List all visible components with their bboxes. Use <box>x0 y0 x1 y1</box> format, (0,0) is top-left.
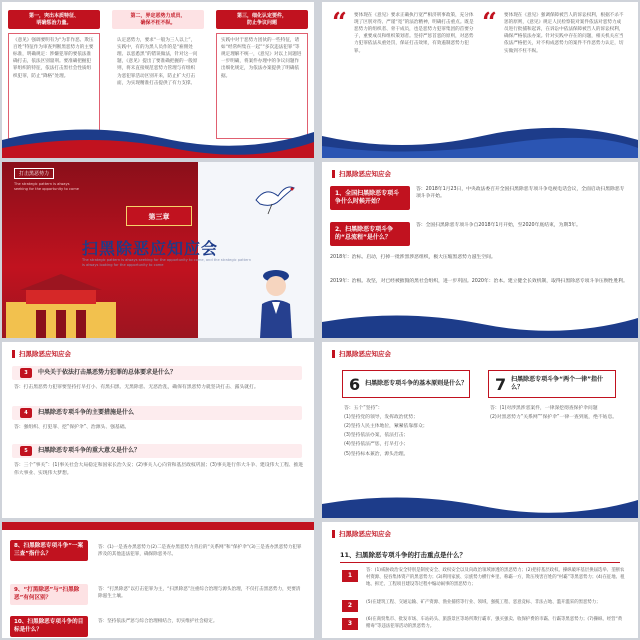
box-number: 7 <box>495 374 507 394</box>
slide-thumbnail-7[interactable] <box>2 522 314 638</box>
question-text: 扫黑除恶专项斗争的主要措施是什么 <box>38 409 135 416</box>
slide-header <box>332 529 391 538</box>
answer-text: 答：“打黑除恶”以打击犯罪为主，“扫黑除恶”注重综合治理与源头治理，不仅打击黑恶势力，更要清除滋生土壤。 <box>98 587 301 600</box>
list-item: (3)坚持依法办案，依法打击； <box>344 433 409 439</box>
wave-decoration <box>322 118 638 158</box>
question-box <box>342 370 470 398</box>
answer-text: 2019年：治根。攻坚，对已经被摧毁的黑社会组织，进一步巩固。2020年：治本。建立健全长效机制，取得扫黑除恶专项斗争压倒性胜利。 <box>330 279 628 284</box>
slide-thumbnail-6[interactable] <box>322 342 638 518</box>
question-title: 11、扫黑除恶专项斗争的打击重点是什么？ <box>340 551 467 559</box>
column-body: 实践中对于恶势力团伙的一些特征，诸如“经常纠集在一起”“多次违法犯罪”等规定理解不统一，《意见》对以上问题进一步明确，将案件办理中的争议问题作出细化规定，为依法办案提供了明确依据。 <box>216 33 308 139</box>
column-title: 第三，细化认定要件， 防止争议问题 <box>216 10 308 29</box>
question-box: 2、扫黑除恶专项斗争的“总流程”是什么？ <box>330 222 410 246</box>
item-text: 答：(1)威胁政治安全特别是制度安全、政权安全以及向政治领域渗透的黑恶势力；(2)把持基层政权、操纵破坏基层换届选举、垄断农村资源、侵吞集体资产的黑恶势力；(3)利用家族、宗族势力横行乡里、称霸一方，欺压残害百姓的“村霸”等黑恶势力；(4)在征地、租地、拆迁、工程项目建设等过程中煽动闹事的黑恶势力； <box>366 568 625 587</box>
item-number: 1 <box>342 570 358 582</box>
wave-decoration <box>322 478 638 518</box>
column-body: 《意见》强调要明有为“为非作恶、欺压百姓”特征作为审查判断黑恶势力的主要标准，明确规定：涉嫌犯罪的要依法准确打击，依法区别量刑。要准确把握犯罪组织的特征，依法打击黑社会性质组织犯罪，防止“降格”处理。 <box>8 33 100 139</box>
list-item: 答：五个“坚持”： <box>344 406 383 411</box>
answer-text: 答：(1)一是查办黑恶势力(2)二是查办黑恶势力背后的“关系网”和“保护伞”(3)三是查办黑恶势力犯罪涉及的其他违法犯罪，确保除恶务尽。 <box>98 545 302 558</box>
wave-decoration <box>322 298 638 338</box>
list-item: (2)对黑恶势力“关系网”“保护伞”一律一查到底，绝不姑息。 <box>490 415 618 421</box>
tiananmen-illustration <box>6 262 116 338</box>
crane-icon <box>252 180 296 216</box>
box-number: 6 <box>349 374 361 394</box>
box-title: 扫黑除恶专项斗争的基本原则是什么？ <box>365 380 468 388</box>
question-row <box>12 444 302 458</box>
slide-thumbnail-2[interactable] <box>322 2 638 158</box>
question-row <box>12 406 302 420</box>
question-label: 8、扫黑除恶专项斗争“一案三查”指什么？ <box>10 540 88 561</box>
answer-text: 答：强组织、打犯罪、挖“保护伞”、治源头、强基础。 <box>14 425 130 430</box>
question-number: 5 <box>20 446 32 456</box>
header-label: 扫黑除恶应知应会 <box>19 350 71 358</box>
slide-header <box>332 169 391 178</box>
police-officer-illustration <box>254 262 298 338</box>
slide-thumbnail-8[interactable] <box>322 522 638 638</box>
column-title: 第二，界定恶势力成员、 确保不枉不纵。 <box>112 10 204 29</box>
column-body: 认定恶势力，要求“一般为三人以上”，实践中，有的为黑人员作的是“雇佣处理、以恶悉黑”的错误做法，针对这一问题，《意见》提出了要准确把握的一般原则，将未直接规范恶势力管理与有组织为恶犯罪活动区别开来，防止扩大打击面，为实现精准打击提供了有力支撑。 <box>117 38 198 86</box>
box-title: 扫黑除恶专项斗争“两个一律”指什么？ <box>511 376 604 391</box>
quote-icon: “ <box>332 8 347 38</box>
list-item: (2)坚持人民主体地位，紧紧依靠群众； <box>344 424 428 430</box>
chapter-label: 第三章 <box>126 206 192 226</box>
slide-header <box>12 349 71 358</box>
slide-thumbnail-5[interactable] <box>2 342 314 518</box>
answer-text: 答：全国扫黑除恶专项斗争自2018年1月开始，至2020年底结束，为期3年。 <box>416 223 581 228</box>
item-text: (5)在建筑工程、交通运输、矿产资源、渔业捕捞等行业、领域，强揽工程、恶意竞标、非法占地、滥开滥采的黑恶势力； <box>366 600 601 605</box>
answer-text: 答：打击黑恶势力犯罪要坚持打早打小、有黑扫黑、无黑除恶、无恶治乱，确保有黑恶势力就坚决打击、露头就打。 <box>14 385 259 390</box>
question-text: 中央关于依法打击黑恶势力犯罪的总体要求是什么？ <box>38 369 177 376</box>
quote-text: 要体现在《意见》强调保障被告人的诉讼权利，根据不杀不惩的原则，《意见》规定人民检察院对案件依法对恶势力成员进行批捕和起诉，在诉讼中依法保障被告人的诉讼权利，确保严格依法办案。针对实践中存在的问题，相关机关应当依法严格把关，对不构成恶势力的案件不作恶势力认定，切实做到不枉不纵。 <box>504 13 624 54</box>
list-item: (4)坚持依法严惩，打早打小； <box>344 442 409 448</box>
divider <box>340 562 620 563</box>
quote-icon: “ <box>482 8 497 38</box>
top-bar <box>2 522 314 530</box>
answer-text: 答：坚持依法严惩与综合治理相结合，切实维护社会稳定。 <box>98 619 218 624</box>
slide-thumbnail-3[interactable] <box>2 162 314 338</box>
chapter-title: 扫黑除恶应知应会 <box>82 239 219 258</box>
question-row <box>12 366 302 380</box>
header-label: 扫黑除恶应知应会 <box>339 170 391 178</box>
item-number: 2 <box>342 600 358 612</box>
english-caption: The strategic pattern is always seeking for the opportunity to come <box>14 182 79 192</box>
answer-text: 答：三个“事关”：(1)事关社会大局稳定和国家长治久安；(2)事关人心向背和基层政权巩固；(3)事关进行伟大斗争、建设伟大工程、推进伟大事业、实现伟大梦想。 <box>14 463 304 477</box>
wave-decoration <box>2 118 314 158</box>
subtitle-caption: The strategic pattern is always seeking for the opportunity to come, and the strategic pattern is always looking for the opportunity to come <box>82 258 251 268</box>
answer-list <box>344 404 474 459</box>
column-title: 第一，突出本质特征、 明确惩治力量。 <box>8 10 100 29</box>
list-item: 答：(1)对涉黑涉恶案件，一律深挖彻查保护伞问题 <box>490 406 598 411</box>
list-item: (5)坚持标本兼治，源头治理。 <box>344 451 409 457</box>
question-box: 1、全国扫黑除恶专项斗争什么时候开始？ <box>330 186 410 210</box>
question-number: 4 <box>20 408 32 418</box>
question-number: 3 <box>20 368 32 378</box>
header-label: 扫黑除恶应知应会 <box>339 530 391 538</box>
question-text: 扫黑除恶专项斗争的重大意义是什么？ <box>38 447 141 454</box>
header-label: 扫黑除恶应知应会 <box>339 350 391 358</box>
item-text: (6)在商贸集市、批发市场、车站码头、旅游景区等场所欺行霸市、强买强卖、收保护费的市霸、行霸等黑恶势力；(7)操纵、经营“黄赌毒”等违法犯罪活动的黑恶势力。 <box>366 617 623 629</box>
question-label: 10、扫黑除恶专项斗争的目标是什么？ <box>10 616 88 637</box>
item-number: 3 <box>342 618 358 630</box>
section-tag: 打击黑恶势力 <box>14 168 54 179</box>
list-item: (1)坚持党的领导，发挥政治优势； <box>344 415 418 421</box>
question-label: 9、“打黑除恶”与“扫黑除恶”有何区别？ <box>10 584 88 605</box>
answer-text: 2018年：治标。启动，打掉一批涉黑涉恶组织，极大压缩黑恶势力滋生空间。 <box>330 255 496 260</box>
slide-header <box>332 349 391 358</box>
answer-list <box>490 404 620 422</box>
question-box <box>488 370 616 398</box>
quote-text: 要体现在《意见》要求正确执行宽严相济刑事政策，充分体现了区别对待、严谨“宽”的法治精神，明确打击重点。既是恶势力的组织者、骨干成员，也是恶势力犯罪集团的首要分子，重要成员和组织策划者。坚持严惩首恶的原则，对恶势力犯罪依法从重处罚，保证打击效果，有效遏制恶势力犯罪。 <box>354 13 474 54</box>
answer-text: 答：2018年1月23日，中央政法委召开全国扫黑除恶专项斗争电视电话会议，全面启动扫黑除恶专项斗争开始。 <box>416 187 625 200</box>
slide-thumbnail-1[interactable] <box>2 2 314 158</box>
slide-thumbnail-4[interactable] <box>322 162 638 338</box>
